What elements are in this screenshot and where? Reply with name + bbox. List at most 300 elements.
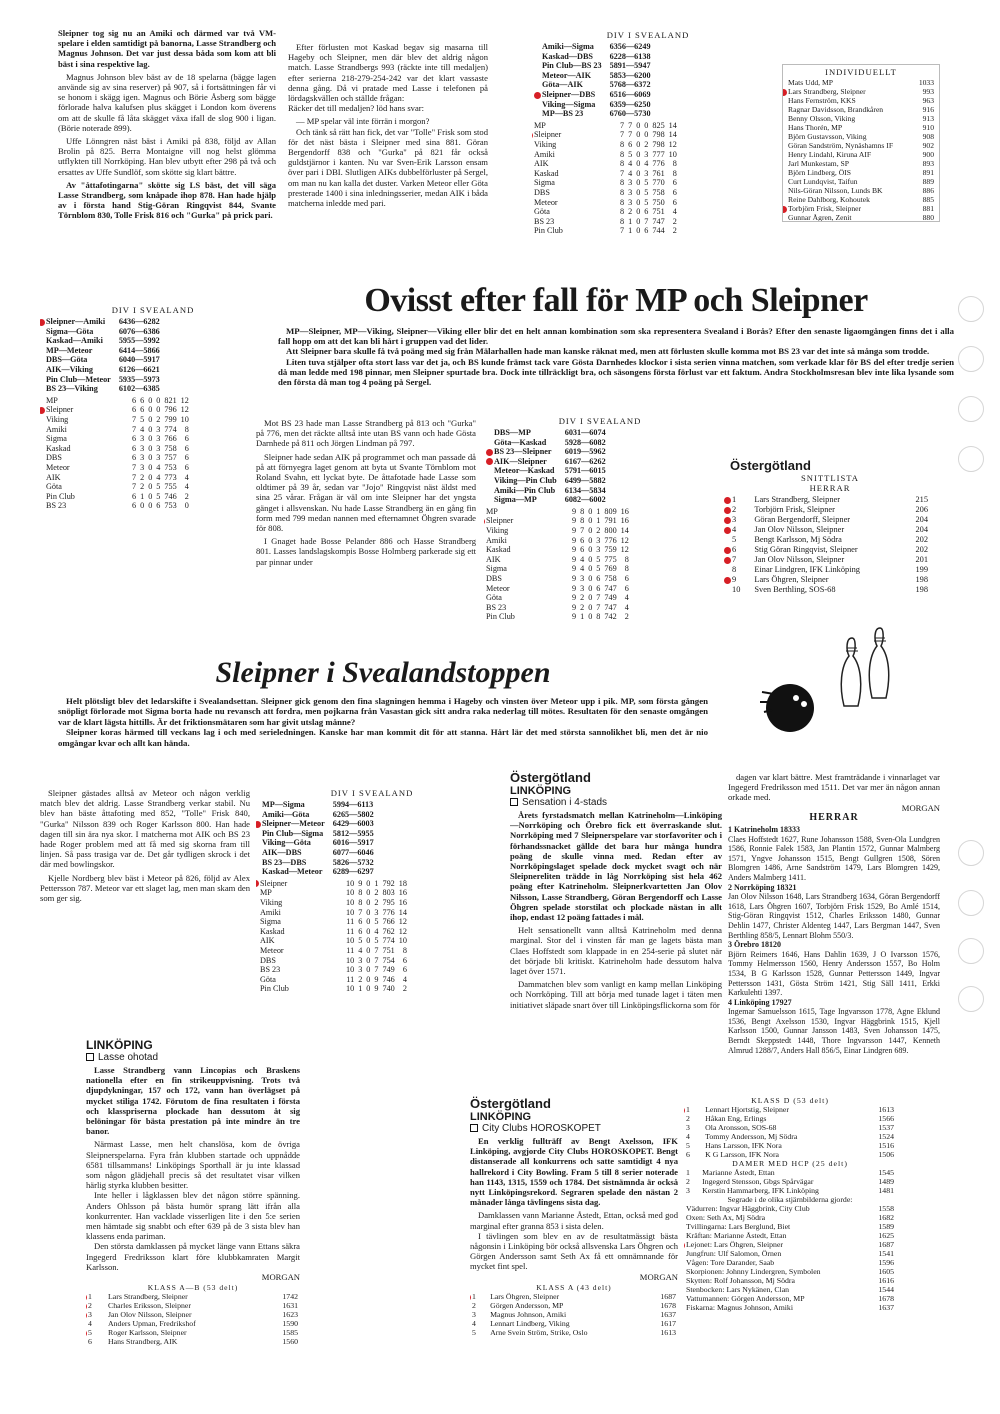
table-row bbox=[484, 564, 631, 574]
stat-value: 751 bbox=[652, 207, 665, 217]
team-players: Claes Hoffstedt 1627, Rune Johansson 1588, Sven-Ola Lundgren 1586, Ronnie Falek 1583, Jan Plantin 1572, Gunnar Malmberg 1571, Yngve Johansson 1515, Bengt Gullgren 1508, Sören Blomgren 1486, Arne Sandström 1479, Lars Blomgren 1429, Anders Malmberg 1411. bbox=[728, 834, 940, 882]
list-item bbox=[786, 78, 936, 87]
table-row bbox=[260, 867, 376, 877]
stat-value: 3 bbox=[628, 178, 633, 188]
list-item bbox=[86, 1310, 300, 1319]
stat-value: 2 bbox=[672, 216, 677, 226]
stat-value: 1 bbox=[596, 516, 601, 526]
clipping-top-middle bbox=[288, 42, 488, 247]
marker-dot-icon bbox=[724, 507, 731, 514]
stat-value: 11 bbox=[346, 945, 355, 955]
entry-text: Vågen: Tore Darander, Saab bbox=[686, 1258, 775, 1267]
team-name: BS 23 bbox=[46, 501, 67, 511]
stat-value: 9 bbox=[572, 583, 577, 593]
stat-value: 7 bbox=[132, 414, 137, 424]
score: 889 bbox=[922, 177, 934, 186]
stat-value: 7 bbox=[620, 226, 625, 236]
table-row bbox=[258, 936, 409, 946]
stat-value: 0 bbox=[366, 974, 371, 984]
headline: Sleipner i Svealandstoppen bbox=[215, 656, 551, 689]
byline: MORGAN bbox=[901, 802, 940, 813]
entry-text: Kerstin Hammarberg, IFK Linköping bbox=[702, 1186, 819, 1195]
entry-text: 1 bbox=[86, 1292, 106, 1301]
stat-value: 8 bbox=[580, 516, 585, 526]
stat-value: 9 bbox=[358, 878, 363, 888]
list-item bbox=[684, 1114, 896, 1123]
binder-hole bbox=[958, 986, 984, 1012]
table-row bbox=[258, 927, 409, 937]
stat-value: 16 bbox=[620, 516, 629, 526]
stat-value: 4 bbox=[580, 564, 585, 574]
score: 902 bbox=[922, 141, 934, 150]
stat-value: 821 bbox=[164, 395, 177, 405]
stat-value: 0 bbox=[644, 120, 649, 130]
stat-value: 10 bbox=[668, 149, 677, 159]
table-title: DIV I SVEALAND bbox=[111, 305, 195, 315]
stat-value: 8 bbox=[580, 506, 585, 516]
stat-value: 0 bbox=[588, 516, 593, 526]
team-name: Sigma bbox=[486, 564, 507, 574]
stat-value: 2 bbox=[628, 207, 633, 217]
byline: MORGAN bbox=[639, 1271, 678, 1282]
table-row bbox=[540, 42, 653, 52]
clipping-top-left bbox=[58, 28, 276, 283]
score: 1481 bbox=[878, 1186, 894, 1195]
stat-value: 774 bbox=[164, 424, 177, 434]
table-row bbox=[540, 52, 653, 62]
list-item bbox=[684, 1276, 896, 1285]
table-row bbox=[44, 375, 162, 385]
stat-value: 7 bbox=[132, 472, 137, 482]
paragraph: Damklassen vann Marianne Åstedt, Ettan, också med god marginal efter granna 853 i sista delen. bbox=[470, 1210, 678, 1231]
stat-value: 1 bbox=[374, 878, 379, 888]
score: 1558 bbox=[878, 1204, 894, 1213]
entry-text: Gunnar Ågren, Zenit bbox=[788, 213, 852, 222]
stat-value: 3 bbox=[644, 168, 649, 178]
paragraph: Närmast Lasse, men helt chanslösa, kom de övriga Sleipnerspelarna. Fyra från klubben startade och uppnådde 6581 tillsammans! Linköpings Sporthall är ju inte klassad som någon glädjehall precis så det resultatet visar vilken härlig styrka klubben besitter. bbox=[86, 1139, 300, 1191]
entry-text: 4 bbox=[686, 1132, 690, 1141]
stat-value: 0 bbox=[366, 936, 371, 946]
team-name: Meteor bbox=[534, 197, 558, 207]
score: 1585 bbox=[282, 1328, 298, 1338]
entry-text: 8 bbox=[732, 565, 737, 574]
match-score: 6077—6046 bbox=[332, 847, 374, 857]
stat-value: 3 bbox=[580, 583, 585, 593]
table-row bbox=[492, 466, 608, 476]
list-item bbox=[786, 87, 936, 96]
match-score: 6265—5802 bbox=[332, 809, 374, 819]
table-row bbox=[44, 501, 191, 511]
table-row bbox=[484, 526, 631, 536]
stat-value: 7 bbox=[596, 593, 601, 603]
table-row bbox=[258, 879, 409, 889]
stat-value: 0 bbox=[588, 535, 593, 545]
entry-text: Ola Aronsson, SOS-68 bbox=[705, 1123, 777, 1132]
stat-value: 747 bbox=[652, 216, 665, 226]
table-row bbox=[258, 946, 409, 956]
entry-text: Nils-Göran Nilsson, Lunds BK bbox=[788, 186, 883, 195]
score: 1631 bbox=[282, 1301, 298, 1311]
match-teams: Göta—AIK bbox=[542, 80, 583, 90]
stat-value: 8 bbox=[620, 207, 625, 217]
stat-value: 755 bbox=[164, 482, 177, 492]
match-score: 6516—6069 bbox=[609, 89, 651, 99]
stat-value: 2 bbox=[580, 602, 585, 612]
stat-value: 0 bbox=[636, 149, 641, 159]
table-row bbox=[44, 492, 191, 502]
team-name: Göta bbox=[260, 974, 276, 984]
table-row bbox=[532, 188, 679, 198]
stat-value: 0 bbox=[588, 564, 593, 574]
team-heading: 1 Katrineholm 18333 bbox=[728, 825, 800, 835]
match-score: 6436—6282 bbox=[118, 317, 160, 326]
stat-value: 6 bbox=[358, 926, 363, 936]
list-item bbox=[86, 1319, 300, 1328]
stat-value: 6 bbox=[402, 965, 407, 975]
stat-value: 3 bbox=[156, 453, 161, 463]
stat-value: 7 bbox=[374, 945, 379, 955]
team-name: Viking bbox=[486, 525, 509, 535]
stat-value: 798 bbox=[652, 139, 665, 149]
list-item bbox=[786, 96, 936, 105]
stat-value: 4 bbox=[156, 462, 161, 472]
standings-rows bbox=[532, 121, 679, 236]
bowling-pins-icon bbox=[822, 620, 912, 720]
stat-value: 825 bbox=[652, 120, 665, 130]
entry-text: 4 bbox=[472, 1318, 476, 1328]
match-teams: AIK—DBS bbox=[262, 847, 302, 857]
table-row bbox=[44, 415, 191, 425]
team-name: Sleipner bbox=[532, 130, 618, 140]
table-row bbox=[44, 453, 191, 463]
class-results bbox=[86, 1292, 300, 1346]
match-score: 6167—6262 bbox=[564, 456, 606, 466]
marker-dot-icon bbox=[486, 458, 493, 465]
stat-value: 14 bbox=[620, 525, 629, 535]
list-item bbox=[684, 1240, 896, 1249]
stat-value: 0 bbox=[148, 395, 153, 405]
table-row bbox=[484, 612, 631, 622]
stat-value: 0 bbox=[148, 482, 153, 492]
match-teams: BS 23—DBS bbox=[262, 857, 307, 867]
entry-text: Marianne Åstedt, Ettan bbox=[702, 1168, 775, 1177]
standings-rows bbox=[258, 879, 409, 994]
match-teams: Sleipner—Amiki bbox=[44, 317, 117, 327]
city-heading: LINKÖPING bbox=[86, 1038, 153, 1052]
team-name: MP bbox=[486, 506, 498, 516]
stat-value: 1 bbox=[140, 491, 145, 501]
table-row bbox=[540, 109, 653, 119]
stat-value: 6 bbox=[672, 187, 677, 197]
team-name: Sigma bbox=[46, 434, 67, 444]
list-item bbox=[786, 123, 936, 132]
stat-value: 0 bbox=[636, 197, 641, 207]
class-title: DAMER MED HCP (25 delt) bbox=[732, 1159, 848, 1168]
stat-value: 0 bbox=[148, 453, 153, 463]
stat-value: 0 bbox=[588, 554, 593, 564]
stat-value: 3 bbox=[140, 434, 145, 444]
match-score: 5928—6082 bbox=[564, 437, 606, 447]
table-row bbox=[260, 819, 376, 829]
list-item bbox=[684, 1249, 896, 1258]
match-score: 5891—5947 bbox=[609, 61, 651, 71]
stat-value: 3 bbox=[644, 149, 649, 159]
entry-text: Göran Sandström, Nynäshamns IF bbox=[788, 141, 894, 150]
team-name: Pin Club bbox=[486, 612, 515, 622]
match-teams: Göta—Kaskad bbox=[494, 437, 547, 447]
table-row bbox=[260, 848, 376, 858]
stat-value: 10 bbox=[346, 965, 355, 975]
entry-text: Görgen Andersson, MP bbox=[490, 1300, 564, 1310]
team-name: Sleipner bbox=[258, 879, 344, 889]
entry-text: Jan Olov Nilsson, Sleipner bbox=[754, 525, 845, 534]
match-teams: MP—BS 23 bbox=[542, 109, 584, 119]
stat-value: 2 bbox=[184, 491, 189, 501]
paragraph: Sleipner tog sig nu an Amiki och därmed var två VM-spelare i elden samtidigt på banorna, Lasse Strandberg och Magnus Johnson. Det var just dessa båda som kom att bli bäst i sina respektive lag. bbox=[58, 28, 276, 69]
stat-value: 2 bbox=[596, 525, 601, 535]
list-item bbox=[684, 1294, 896, 1303]
marker-dot-icon bbox=[724, 547, 731, 554]
entry-text: Magnus Johnson, Amiki bbox=[490, 1309, 567, 1319]
entry-text: Lars Öhgren, Sleipner bbox=[754, 575, 829, 584]
list-item bbox=[684, 1204, 896, 1213]
paragraph: Mot BS 23 hade man Lasse Strandberg på 813 och "Gurka" på 776, men det räckte alltså inte utan BS vann och hade Gösta Darnhede på 811 och Jörgen Lindman på 797. bbox=[256, 418, 476, 449]
entry-text: Benny Olsson, Viking bbox=[788, 114, 856, 123]
table-row bbox=[532, 130, 679, 140]
article-sensation-column2 bbox=[728, 772, 940, 1072]
table-row bbox=[44, 355, 162, 365]
stat-value: 8 bbox=[620, 178, 625, 188]
table-title: DIV I SVEALAND bbox=[330, 788, 414, 798]
paragraph: MP—Sleipner, MP—Viking, Sleipner—Viking eller blir det en helt annan kombination som ska representera Svealand i Borås? Efter den senaste ligaomgången finns det i alla fall hopp om att det kan bli hårt i gruppen vad det lider. bbox=[278, 326, 954, 347]
binder-hole bbox=[958, 296, 984, 322]
table-row bbox=[260, 800, 376, 810]
table-row bbox=[484, 584, 631, 594]
team-name: AIK bbox=[260, 936, 275, 946]
paragraph: Sleipner gästades alltså av Meteor och någon verklig match blev det aldrig. Lasse Strandberg verkar stabil. Nu blev han bäste åttafoting med 852, "Tolle" Frisk 840, "Gurka" Nilsson 839 och Roger Karlsson 800. Han hade dagen till sin ära nya skor. I matcherna mot AIK och BS 23 hade Roger problem med att få med sig skorna fram till linjen. Så pass trasiga var de. Det går tydligen skrock i det där med bowlingskor. bbox=[40, 788, 250, 870]
stat-value: 9 bbox=[374, 984, 379, 994]
table-row bbox=[532, 140, 679, 150]
match-score: 5812—5955 bbox=[332, 828, 374, 838]
entry-text: K G Larsson, IFK Nora bbox=[705, 1150, 780, 1159]
match-teams: Kaskad—Amiki bbox=[46, 336, 103, 346]
team-name: Meteor bbox=[46, 462, 70, 472]
paragraph: Lasse Strandberg vann Lincopias och Braskens nationella efter en fin strikeuppvisning. Trots två djupdykningar, 157 och 172, vann han överlägset på mycket stiliga 1742. Förutom de fina resultaten i första och klasspriserna plockade han dessutom åt sig belöningar för bästa prestation på inte mindre än tre banor. bbox=[86, 1065, 300, 1137]
marker-dot-icon bbox=[484, 518, 485, 525]
stat-value: 2 bbox=[624, 612, 629, 622]
entry-text: 9 bbox=[730, 575, 752, 585]
marker-dot-icon bbox=[86, 1294, 87, 1301]
paragraph: Efter förlusten mot Kaskad begav sig masarna till Hageby och Sleipner, men där blev det aldrig någon match. Lasse Strandbergs 993 (räckte inte till medaljen) efter serierna 218-279-254-242 var det klart vassaste denna gång. Då vi pratade med Lasse i telefonen på lördagskvällen och ställde frågan: bbox=[288, 42, 488, 104]
match-score: 6499—5882 bbox=[564, 475, 606, 485]
table-row bbox=[44, 327, 162, 337]
class-results bbox=[470, 1292, 678, 1337]
list-subtitle: HERRAR bbox=[809, 483, 851, 493]
stat-value: 6 bbox=[358, 917, 363, 927]
stat-value: 6 bbox=[140, 395, 145, 405]
entry-text: 4 bbox=[730, 525, 752, 535]
entry-text: 6 bbox=[686, 1150, 690, 1159]
match-score: 6134—5834 bbox=[564, 485, 606, 495]
standings-table-2 bbox=[40, 305, 266, 523]
table-row bbox=[258, 908, 409, 918]
article-lasse-ohotad bbox=[86, 1038, 300, 1378]
stat-value: 7 bbox=[620, 168, 625, 178]
stat-value: 0 bbox=[636, 178, 641, 188]
team-name: BS 23 bbox=[534, 216, 555, 226]
table-row bbox=[44, 482, 191, 492]
match-score: 6356—6249 bbox=[609, 42, 651, 51]
entry-text: 2 bbox=[686, 1177, 690, 1186]
paragraph: Den största damklassen på mycket länge vann Ettans säkra Ingegerd Fredriksson klart före klubbkamraten Margit Karlsson. bbox=[86, 1241, 300, 1272]
entry-text: Hans Larsson, IFK Nora bbox=[705, 1141, 782, 1150]
stat-value: 11 bbox=[346, 926, 355, 936]
match-score: 5853—6200 bbox=[609, 70, 651, 80]
score: 1545 bbox=[878, 1168, 894, 1177]
table-title: DIV I SVEALAND bbox=[606, 30, 690, 40]
stat-value: 2 bbox=[358, 974, 363, 984]
stat-value: 7 bbox=[628, 120, 633, 130]
article-svealandstoppen-column bbox=[40, 788, 250, 920]
bowling-ball-icon bbox=[760, 680, 816, 736]
stat-value: 0 bbox=[366, 897, 371, 907]
standings-table-3 bbox=[484, 416, 716, 632]
table-row bbox=[492, 438, 608, 448]
entry-text: Jungfrun: Ulf Salomon, Örnen bbox=[686, 1249, 782, 1258]
stat-value: 4 bbox=[402, 974, 407, 984]
score: 885 bbox=[922, 195, 934, 204]
stat-value: 0 bbox=[140, 501, 145, 511]
marker-dot-icon bbox=[86, 1330, 87, 1337]
stat-value: 0 bbox=[636, 159, 641, 169]
standings-rows bbox=[484, 507, 631, 622]
entry-text: Lars Strandberg, Sleipner bbox=[754, 495, 841, 504]
stat-value: 10 bbox=[398, 936, 407, 946]
class-title: Segrade i de olika stjärnbilderna gjorde: bbox=[727, 1195, 853, 1204]
stat-value: 0 bbox=[148, 501, 153, 511]
match-teams: Amiki—Göta bbox=[262, 809, 310, 819]
headline: Ovisst efter fall för MP och Sleipner bbox=[364, 282, 868, 319]
score: 891 bbox=[922, 168, 934, 177]
match-score: 5826—5732 bbox=[332, 857, 374, 867]
match-teams: Kaskad—Meteor bbox=[262, 867, 323, 877]
table-row bbox=[260, 810, 376, 820]
stat-value: 0 bbox=[588, 602, 593, 612]
team-name: Meteor bbox=[260, 945, 284, 955]
list-item bbox=[470, 1319, 678, 1328]
table-row bbox=[258, 956, 409, 966]
match-teams: Sigma—Göta bbox=[46, 326, 94, 336]
stat-value: 5 bbox=[644, 197, 649, 207]
table-row bbox=[44, 317, 162, 327]
team-name: DBS bbox=[486, 573, 502, 583]
entry-text: Kräftan: Marianne Åstedt, Ettan bbox=[686, 1231, 787, 1240]
entry-text: 5 bbox=[732, 535, 737, 544]
stat-value: 3 bbox=[156, 434, 161, 444]
score: 1524 bbox=[878, 1132, 894, 1141]
score: 908 bbox=[922, 132, 934, 141]
list-item bbox=[684, 1186, 896, 1195]
binder-hole bbox=[958, 890, 984, 916]
team-name: DBS bbox=[534, 187, 550, 197]
stat-value: 7 bbox=[644, 216, 649, 226]
average-list bbox=[722, 458, 930, 606]
marker-dot-icon bbox=[256, 821, 261, 828]
team-name: Sigma bbox=[534, 178, 555, 188]
stat-value: 6 bbox=[184, 453, 189, 463]
stat-value: 740 bbox=[382, 984, 395, 994]
article-horoskopet bbox=[470, 1096, 678, 1382]
entry-text: 1 bbox=[730, 495, 752, 505]
table-title: DIV I SVEALAND bbox=[558, 416, 642, 426]
paragraph: Helt sensationellt vann alltså Katrineholm med denna marginal. Stor del i vinsten får man ge lagets bästa man Claes Hoffstedt som klappade in en 254-serie på slutet när det började bli kritiskt. Katrineholm hade dessutom halva laget över 1571. bbox=[510, 925, 722, 977]
entry-text: Jan Olov Nilsson, Sleipner bbox=[108, 1310, 192, 1320]
table-row bbox=[44, 434, 191, 444]
match-score: 6102—6385 bbox=[118, 384, 160, 394]
stat-value: 4 bbox=[624, 593, 629, 603]
stat-value: 12 bbox=[620, 545, 629, 555]
table-row bbox=[258, 975, 409, 985]
stat-value: 9 bbox=[572, 593, 577, 603]
list-item bbox=[86, 1337, 300, 1346]
region-heading: Östergötland bbox=[730, 458, 811, 473]
marker-dot-icon bbox=[724, 497, 731, 504]
entry-text: 3 bbox=[686, 1186, 690, 1195]
entry-text: Hans Fernström, KKS bbox=[788, 96, 856, 105]
marker-dot-icon bbox=[724, 527, 731, 534]
table-row bbox=[532, 159, 679, 169]
stat-value: 3 bbox=[358, 965, 363, 975]
stat-value: 791 bbox=[604, 516, 617, 526]
stat-value: 0 bbox=[588, 583, 593, 593]
stat-value: 747 bbox=[604, 602, 617, 612]
team-name: MP bbox=[534, 120, 546, 130]
stat-value: 0 bbox=[148, 414, 153, 424]
stat-value: 10 bbox=[346, 888, 355, 898]
marker-dot-icon bbox=[534, 92, 541, 99]
table-row bbox=[492, 495, 608, 505]
entry-text: Lars Strandberg, Sleipner bbox=[786, 87, 914, 96]
stat-value: 5 bbox=[358, 936, 363, 946]
list-item bbox=[786, 186, 936, 195]
team-name: Viking bbox=[534, 139, 557, 149]
entry-text: Torbjörn Frisk, Sleipner bbox=[754, 505, 835, 514]
stat-value: 0 bbox=[636, 120, 641, 130]
stat-value: 2 bbox=[580, 593, 585, 603]
match-score: 6040—5917 bbox=[118, 355, 160, 365]
team-players: Jan Olov Nilsson 1648, Lars Strandberg 1634, Göran Bergendorff 1618, Lars Öhgren 1607, Torbjörn Frisk 1529, Bo Amlé 1514, Stig-Göran Ringqvist 1512, Charles Eriksson 1480, Gunnar Dehlin 1477, Christer Aldenteg 1447, Lars Bergman 1447, Sven Berthling 858/5, Lennart Blohm 550/3. bbox=[728, 892, 940, 940]
stat-value: 4 bbox=[672, 207, 677, 217]
stat-value: 0 bbox=[636, 168, 641, 178]
stat-value: 0 bbox=[148, 424, 153, 434]
stat-value: 6 bbox=[580, 545, 585, 555]
team-name: Meteor bbox=[486, 583, 510, 593]
table-row bbox=[484, 603, 631, 613]
score: 1623 bbox=[282, 1310, 298, 1320]
stat-value: 1 bbox=[596, 506, 601, 516]
stat-value: 0 bbox=[588, 612, 593, 622]
paragraph: Årets fyrstadsmatch mellan Katrineholm—Linköping—Norrköping och Örebro fick ett överraskande slut. Norrköping med 7 Sleipnerspelare var storfavoriter och i förhandssnacket gällde det bara hur många hundra poäng de skulle vinna med. Redan efter av Norrköpingslaget spelade dock mycket svagt och när Sleipnereliten trädde in låg Norrköping sist hela 462 poäng efter Katrineholm. Sleipnerkvartetten Jan Olov Nilsson, Lasse Strandberg, Göran Bergendorff och Lasse Öhgren spelade storstilat och plockade nästan in allt ihop, endast 12 poäng fattades i mål. bbox=[510, 810, 722, 923]
stat-value: 0 bbox=[636, 216, 641, 226]
list-item bbox=[730, 565, 930, 575]
list-title: SNITTLISTA bbox=[800, 473, 859, 483]
stat-value: 796 bbox=[164, 405, 177, 415]
score: 993 bbox=[922, 87, 934, 96]
list-item bbox=[684, 1177, 896, 1186]
stat-value: 742 bbox=[604, 612, 617, 622]
stat-value: 746 bbox=[382, 974, 395, 984]
stat-value: 14 bbox=[668, 120, 677, 130]
